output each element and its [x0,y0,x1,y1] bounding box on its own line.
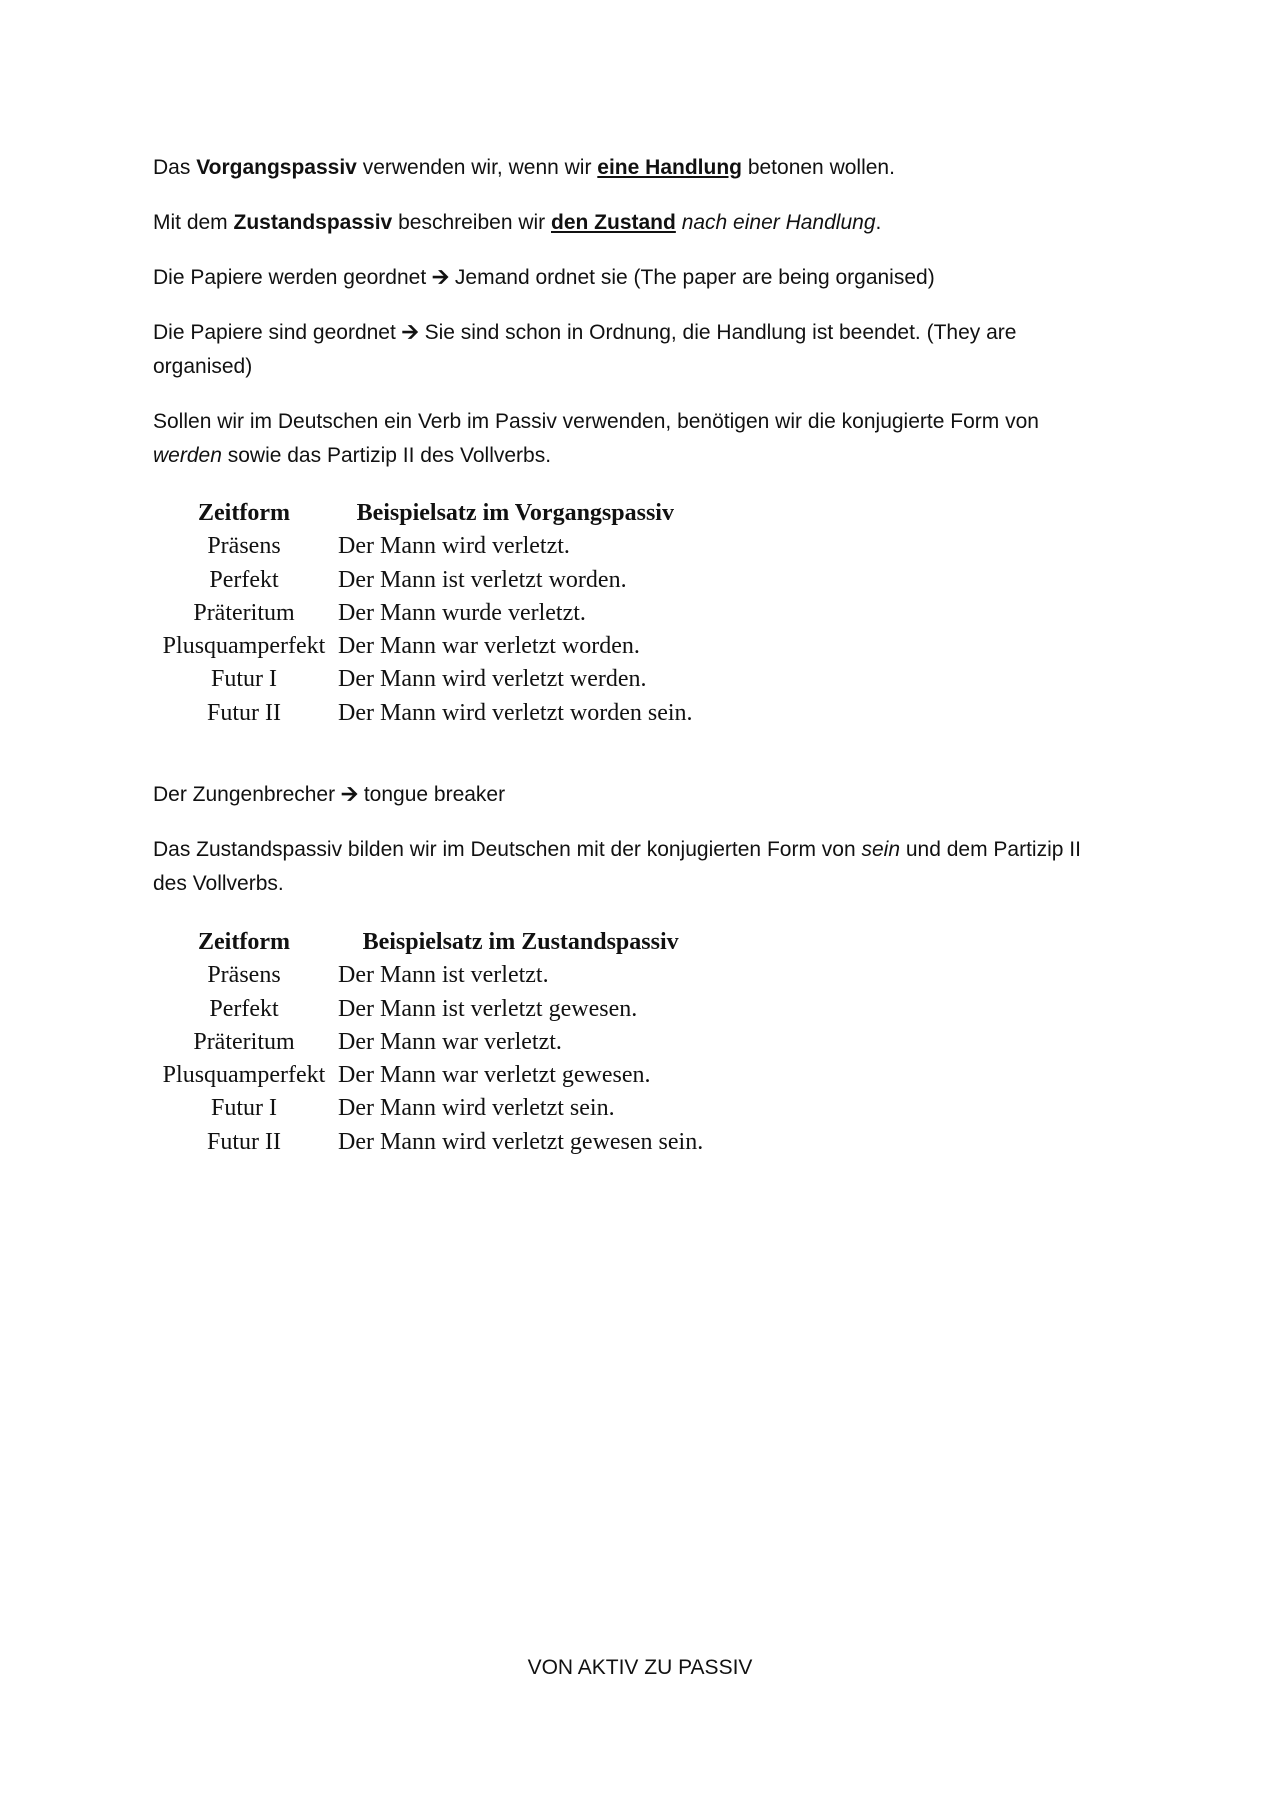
column-header: Beispielsatz im Vorgangspassiv [356,500,674,526]
example-cell: Der Mann wird verletzt worden sein. [338,699,693,726]
table-row [153,993,706,1026]
arrow-right-icon: 🡪 [401,321,419,344]
bold-underlined-term: eine Handlung [597,156,742,179]
column-header: Zeitform [198,929,290,955]
text: . [875,211,882,234]
table-row [153,1126,706,1159]
tense-cell: Präteritum [193,1028,295,1055]
tense-cell: Präsens [207,962,281,989]
tense-cell: Futur II [207,699,281,726]
arrow-right-icon: 🡪 [432,266,450,289]
text: tongue breaker [358,783,506,806]
table-row [153,1026,706,1059]
example-cell: Der Mann wurde verletzt. [338,599,586,626]
table-row [153,663,696,696]
text: betonen wollen. [741,156,895,179]
text: sowie das Partizip II des Vollverbs. [221,444,552,467]
paragraph-zungenbrecher [153,778,1113,812]
text: beschreiben wir [392,211,551,234]
italic-term: nach einer Handlung [681,211,876,234]
vorgangspassiv-table [153,497,696,730]
paragraph-zustandspassiv-bildung [153,833,1113,901]
paragraph-passiv-bildung [153,405,1113,473]
arrow-right-icon: 🡪 [340,783,358,806]
paragraph-zustandspassiv [153,206,1113,240]
table-row [153,697,696,730]
tense-cell: Futur I [211,666,277,693]
table-row [153,630,696,663]
bold-term: Zustandspassiv [233,211,393,234]
paragraph-example-werden [153,261,1113,295]
text: Sollen wir im Deutschen ein Verb im Passiv verwenden, benötigen wir die konjugierte Form von [153,410,1039,433]
tense-cell: Futur I [211,1095,277,1122]
paragraph-example-sind [153,316,1113,384]
example-cell: Der Mann ist verletzt worden. [338,566,627,593]
example-cell: Der Mann war verletzt worden. [338,633,640,660]
example-cell: Der Mann ist verletzt gewesen. [338,995,638,1022]
tense-cell: Plusquamperfekt [162,633,326,660]
tense-cell: Präteritum [193,599,295,626]
paragraph-vorgangspassiv [153,151,1113,185]
table-row [153,530,696,563]
example-cell: Der Mann wird verletzt gewesen sein. [338,1128,704,1155]
table-row [153,597,696,630]
table-row [153,1092,706,1125]
tense-cell: Perfekt [209,566,279,593]
bold-underlined-term: den Zustand [551,211,676,234]
text: Die Papiere sind geordnet [153,321,402,344]
example-cell: Der Mann wird verletzt werden. [338,666,647,693]
example-cell: Der Mann wird verletzt. [338,533,570,560]
example-cell: Der Mann ist verletzt. [338,962,549,989]
text: Der Zungenbrecher [153,783,341,806]
table-row [153,959,706,992]
text: Das Zustandspassiv bilden wir im Deutschen mit der konjugierten Form von [153,838,862,861]
table-row [153,564,696,597]
text: Jemand ordnet sie (The paper are being organised) [449,266,935,289]
bold-term: Vorgangspassiv [196,156,357,179]
column-header: Beispielsatz im Zustandspassiv [362,929,679,955]
tense-cell: Plusquamperfekt [162,1062,326,1089]
table-header-row [153,497,696,530]
table-header-row [153,926,706,959]
example-cell: Der Mann wird verletzt sein. [338,1095,615,1122]
tense-cell: Futur II [207,1128,281,1155]
zustandspassiv-table [153,926,706,1159]
example-cell: Der Mann war verletzt. [338,1028,562,1055]
text: und dem Partizip II des Vollverbs. [153,838,1081,895]
text: Sie sind schon in Ordnung, die Handlung ist beendet. (They are organised) [153,321,1017,378]
text: Das [153,156,197,179]
example-cell: Der Mann war verletzt gewesen. [338,1062,651,1089]
text: Mit dem [153,211,234,234]
italic-term: sein [861,838,900,861]
tense-cell: Präsens [207,533,281,560]
tense-cell: Perfekt [209,995,279,1022]
column-header: Zeitform [198,500,290,526]
table-row [153,1059,706,1092]
text: Die Papiere werden geordnet [153,266,433,289]
text: verwenden wir, wenn wir [356,156,598,179]
page-footer: VON AKTIV ZU PASSIV [527,1656,753,1679]
italic-term: werden [153,444,222,467]
